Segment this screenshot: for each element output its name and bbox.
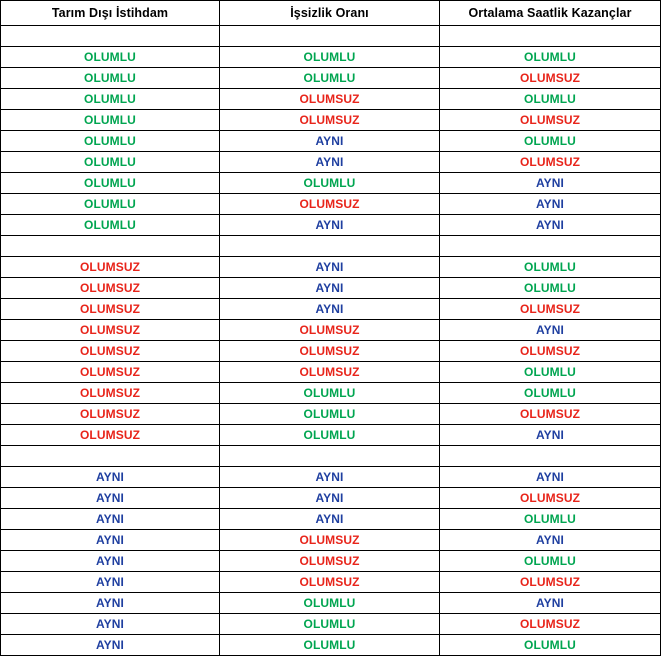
header-row: [1, 1, 661, 26]
cell-unemployment-rate: OLUMSUZ: [220, 572, 440, 593]
cell-average-hourly-earnings: OLUMLU: [440, 89, 661, 110]
table-row: [1, 446, 661, 467]
cell-unemployment-rate: OLUMSUZ: [220, 341, 440, 362]
table-row: [1, 152, 661, 173]
column-header-nonfarm-payrolls: Tarım Dışı İstihdam: [1, 1, 220, 26]
cell-unemployment-rate: AYNI: [220, 509, 440, 530]
cell-unemployment-rate: [220, 446, 440, 467]
cell-nonfarm-payrolls: AYNI: [1, 551, 220, 572]
cell-unemployment-rate: OLUMLU: [220, 614, 440, 635]
table-row: [1, 26, 661, 47]
table-row: [1, 68, 661, 89]
cell-average-hourly-earnings: OLUMSUZ: [440, 572, 661, 593]
cell-average-hourly-earnings: AYNI: [440, 173, 661, 194]
cell-nonfarm-payrolls: [1, 236, 220, 257]
cell-unemployment-rate: OLUMSUZ: [220, 551, 440, 572]
cell-nonfarm-payrolls: AYNI: [1, 488, 220, 509]
cell-average-hourly-earnings: OLUMLU: [440, 47, 661, 68]
table-row: [1, 383, 661, 404]
cell-unemployment-rate: AYNI: [220, 278, 440, 299]
table-row: [1, 173, 661, 194]
cell-average-hourly-earnings: OLUMSUZ: [440, 614, 661, 635]
table-body: [1, 26, 661, 656]
cell-nonfarm-payrolls: AYNI: [1, 635, 220, 656]
cell-unemployment-rate: AYNI: [220, 488, 440, 509]
cell-unemployment-rate: OLUMSUZ: [220, 362, 440, 383]
table-header: [1, 1, 661, 26]
cell-average-hourly-earnings: AYNI: [440, 194, 661, 215]
column-header-unemployment-rate: İşsizlik Oranı: [220, 1, 440, 26]
cell-nonfarm-payrolls: AYNI: [1, 572, 220, 593]
table-row: [1, 635, 661, 656]
cell-unemployment-rate: OLUMSUZ: [220, 110, 440, 131]
cell-unemployment-rate: OLUMLU: [220, 425, 440, 446]
cell-nonfarm-payrolls: OLUMLU: [1, 47, 220, 68]
cell-average-hourly-earnings: OLUMSUZ: [440, 152, 661, 173]
table-row: [1, 89, 661, 110]
cell-nonfarm-payrolls: OLUMSUZ: [1, 320, 220, 341]
cell-average-hourly-earnings: OLUMLU: [440, 362, 661, 383]
cell-nonfarm-payrolls: OLUMSUZ: [1, 341, 220, 362]
cell-nonfarm-payrolls: OLUMLU: [1, 194, 220, 215]
cell-unemployment-rate: OLUMSUZ: [220, 89, 440, 110]
cell-unemployment-rate: OLUMLU: [220, 383, 440, 404]
table-row: [1, 320, 661, 341]
cell-nonfarm-payrolls: OLUMLU: [1, 215, 220, 236]
table-row: [1, 488, 661, 509]
cell-average-hourly-earnings: AYNI: [440, 467, 661, 488]
cell-unemployment-rate: AYNI: [220, 131, 440, 152]
table-row: [1, 257, 661, 278]
cell-average-hourly-earnings: OLUMLU: [440, 635, 661, 656]
cell-average-hourly-earnings: OLUMLU: [440, 257, 661, 278]
cell-unemployment-rate: AYNI: [220, 467, 440, 488]
cell-average-hourly-earnings: OLUMLU: [440, 383, 661, 404]
cell-average-hourly-earnings: [440, 446, 661, 467]
table-row: [1, 425, 661, 446]
cell-average-hourly-earnings: OLUMSUZ: [440, 68, 661, 89]
cell-nonfarm-payrolls: AYNI: [1, 530, 220, 551]
cell-nonfarm-payrolls: OLUMSUZ: [1, 299, 220, 320]
cell-nonfarm-payrolls: OLUMSUZ: [1, 383, 220, 404]
cell-unemployment-rate: OLUMLU: [220, 68, 440, 89]
table-row: [1, 131, 661, 152]
cell-average-hourly-earnings: AYNI: [440, 320, 661, 341]
table-row: [1, 341, 661, 362]
cell-nonfarm-payrolls: OLUMSUZ: [1, 362, 220, 383]
cell-average-hourly-earnings: AYNI: [440, 215, 661, 236]
table-row: [1, 593, 661, 614]
cell-unemployment-rate: OLUMSUZ: [220, 320, 440, 341]
cell-nonfarm-payrolls: OLUMSUZ: [1, 257, 220, 278]
cell-average-hourly-earnings: AYNI: [440, 530, 661, 551]
cell-unemployment-rate: AYNI: [220, 152, 440, 173]
cell-unemployment-rate: OLUMLU: [220, 47, 440, 68]
cell-average-hourly-earnings: AYNI: [440, 593, 661, 614]
table-row: [1, 47, 661, 68]
table-row: [1, 362, 661, 383]
cell-average-hourly-earnings: OLUMSUZ: [440, 299, 661, 320]
cell-nonfarm-payrolls: OLUMLU: [1, 110, 220, 131]
table-row: [1, 194, 661, 215]
table-row: [1, 236, 661, 257]
cell-nonfarm-payrolls: AYNI: [1, 593, 220, 614]
cell-unemployment-rate: OLUMLU: [220, 635, 440, 656]
cell-average-hourly-earnings: [440, 236, 661, 257]
cell-unemployment-rate: OLUMLU: [220, 173, 440, 194]
cell-unemployment-rate: AYNI: [220, 257, 440, 278]
cell-nonfarm-payrolls: OLUMLU: [1, 152, 220, 173]
table-row: [1, 614, 661, 635]
cell-average-hourly-earnings: OLUMLU: [440, 131, 661, 152]
cell-unemployment-rate: OLUMSUZ: [220, 530, 440, 551]
table-row: [1, 551, 661, 572]
cell-nonfarm-payrolls: [1, 446, 220, 467]
table-row: [1, 467, 661, 488]
table-row: [1, 572, 661, 593]
cell-nonfarm-payrolls: AYNI: [1, 467, 220, 488]
cell-average-hourly-earnings: OLUMLU: [440, 551, 661, 572]
cell-average-hourly-earnings: OLUMSUZ: [440, 341, 661, 362]
cell-nonfarm-payrolls: OLUMSUZ: [1, 425, 220, 446]
table-row: [1, 404, 661, 425]
cell-unemployment-rate: [220, 236, 440, 257]
column-header-average-hourly-earnings: Ortalama Saatlik Kazançlar: [440, 1, 661, 26]
table-row: [1, 110, 661, 131]
cell-unemployment-rate: [220, 26, 440, 47]
cell-nonfarm-payrolls: AYNI: [1, 614, 220, 635]
cell-unemployment-rate: AYNI: [220, 299, 440, 320]
cell-nonfarm-payrolls: OLUMSUZ: [1, 404, 220, 425]
cell-average-hourly-earnings: OLUMLU: [440, 278, 661, 299]
cell-average-hourly-earnings: OLUMSUZ: [440, 110, 661, 131]
cell-nonfarm-payrolls: OLUMLU: [1, 89, 220, 110]
cell-unemployment-rate: OLUMLU: [220, 404, 440, 425]
table-row: [1, 509, 661, 530]
cell-nonfarm-payrolls: OLUMLU: [1, 131, 220, 152]
cell-unemployment-rate: OLUMLU: [220, 593, 440, 614]
cell-average-hourly-earnings: OLUMSUZ: [440, 488, 661, 509]
table-row: [1, 530, 661, 551]
cell-unemployment-rate: AYNI: [220, 215, 440, 236]
cell-average-hourly-earnings: OLUMSUZ: [440, 404, 661, 425]
cell-average-hourly-earnings: OLUMLU: [440, 509, 661, 530]
cell-unemployment-rate: OLUMSUZ: [220, 194, 440, 215]
table-row: [1, 215, 661, 236]
cell-nonfarm-payrolls: [1, 26, 220, 47]
table-row: [1, 299, 661, 320]
cell-average-hourly-earnings: AYNI: [440, 425, 661, 446]
cell-average-hourly-earnings: [440, 26, 661, 47]
cell-nonfarm-payrolls: OLUMLU: [1, 173, 220, 194]
cell-nonfarm-payrolls: AYNI: [1, 509, 220, 530]
cell-nonfarm-payrolls: OLUMLU: [1, 68, 220, 89]
cell-nonfarm-payrolls: OLUMSUZ: [1, 278, 220, 299]
table-row: [1, 278, 661, 299]
